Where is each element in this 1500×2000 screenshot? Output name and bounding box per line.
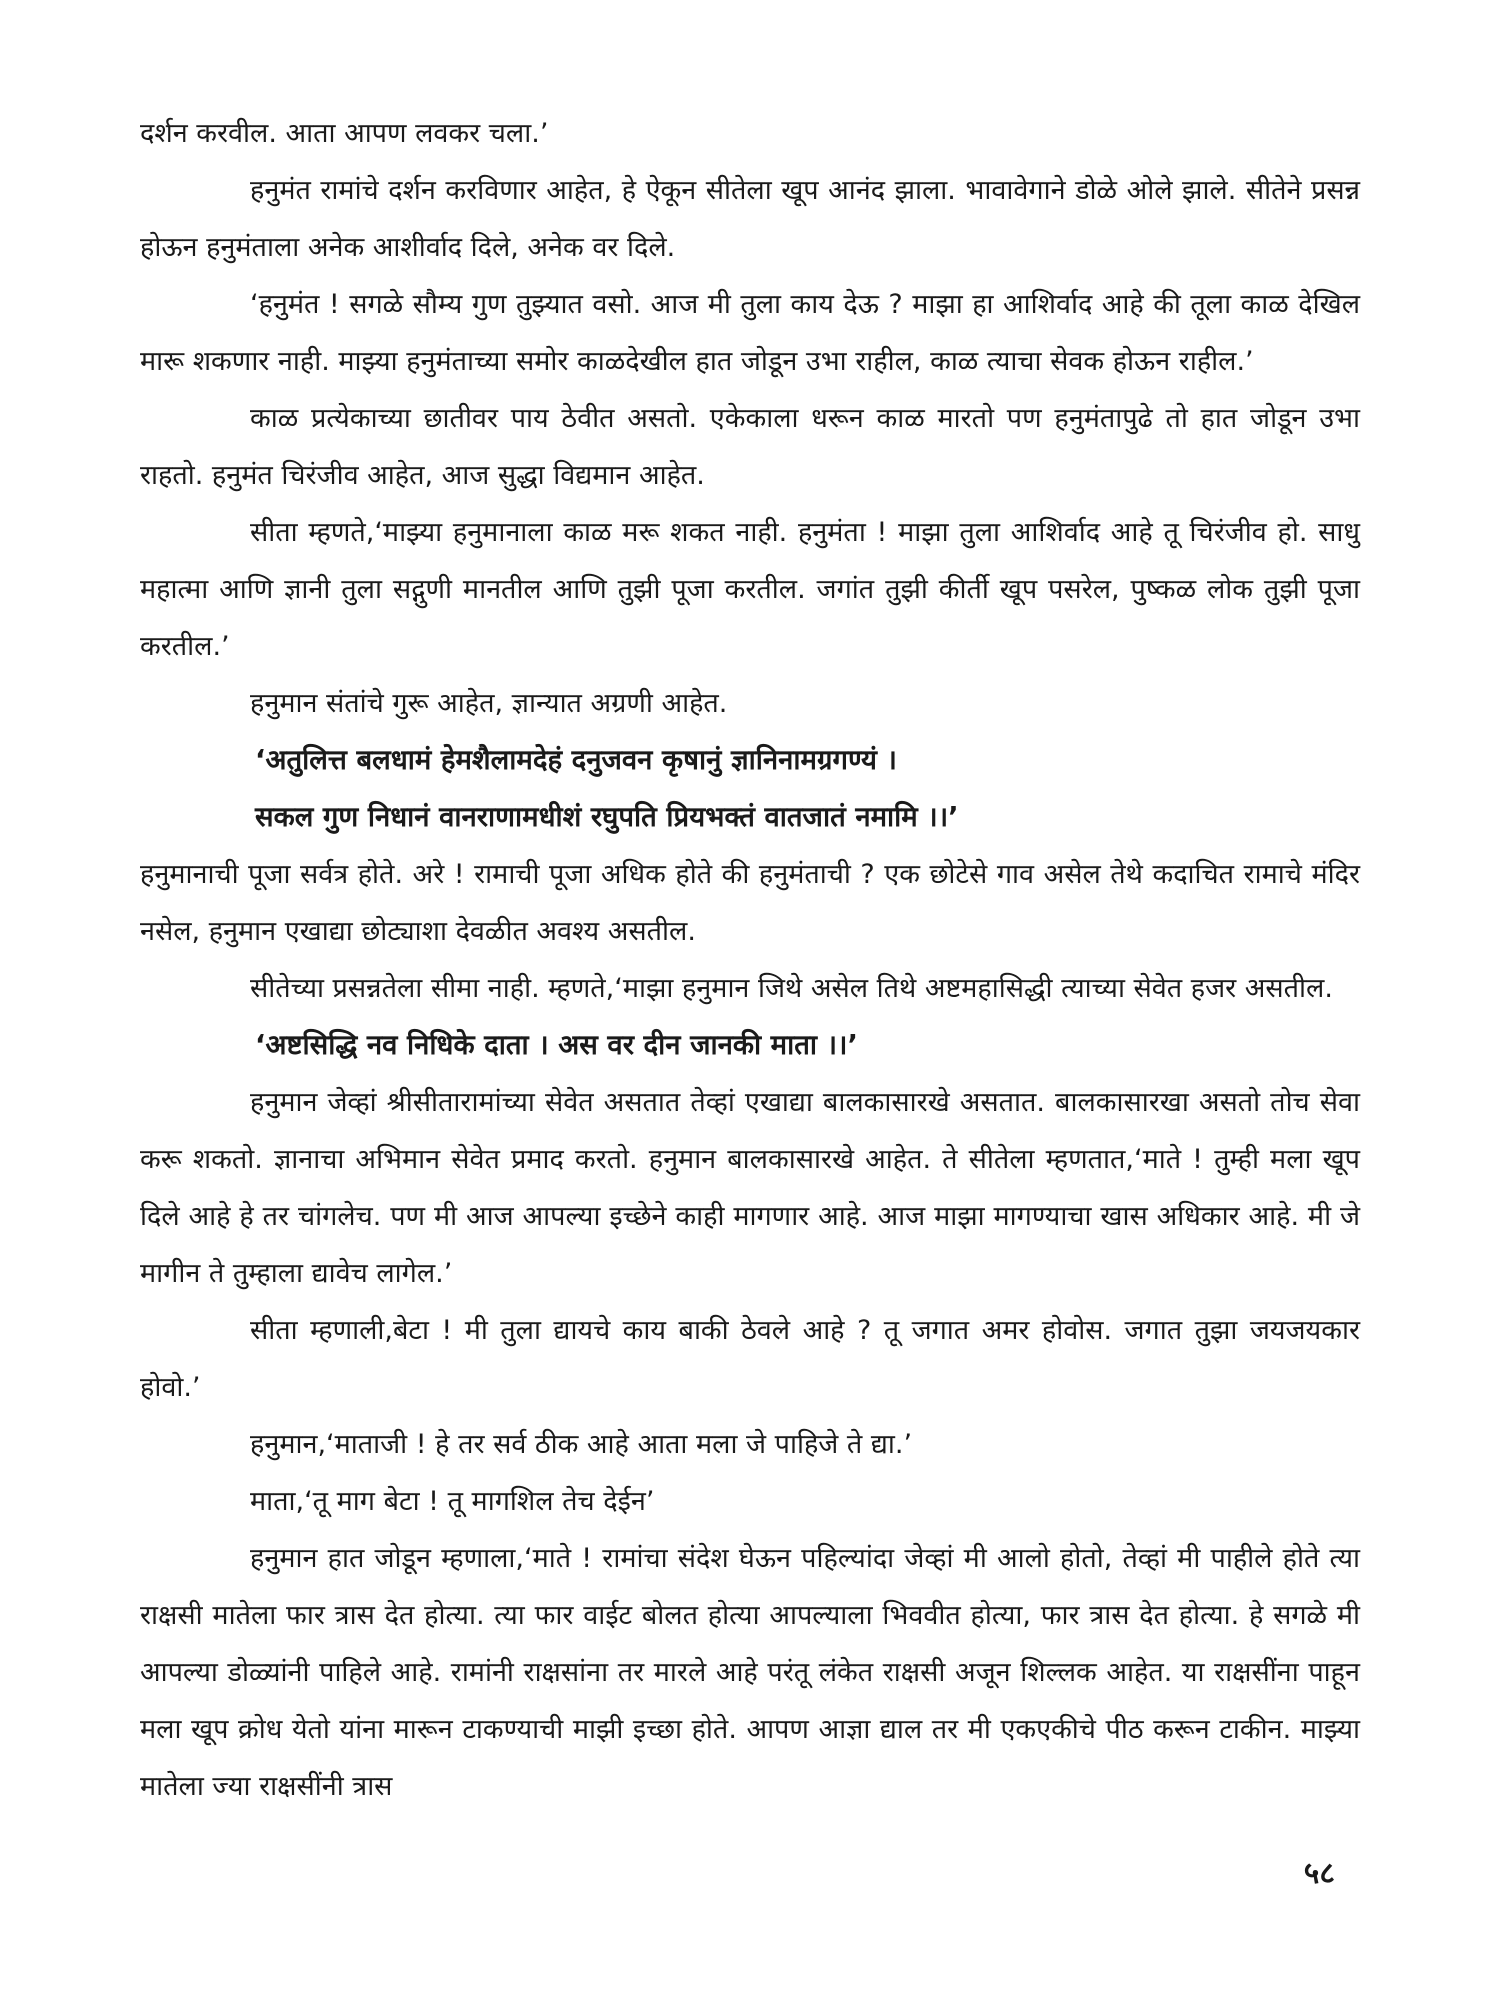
verse-line-2: सकल गुण निधानं वानराणामधीशं रघुपति प्रियभक्तं वातजातं नमामि ।।’ — [255, 801, 959, 833]
paragraph-6: हनुमान संतांचे गुरू आहेत, ज्ञान्यात अग्रणी आहेत. — [250, 688, 728, 719]
paragraph-2: हनुमंत रामांचे दर्शन करविणार आहेत, हे ऐकून सीतेला खूप आनंद झाला. भावावेगाने डोळे ओले झाले. सीतेने प्रसन्न होऊन हनुमंताला अनेक आशीर्वाद दिले, अनेक वर दिले. — [140, 175, 1360, 263]
paragraph-9: हनुमान जेव्हां श्रीसीतारामांच्या सेवेत असतात तेव्हां एखाद्या बालकासारखे असतात. बालकासारखा असतो तोच सेवा करू शकतो. ज्ञानाचा अभिमान सेवेत प्रमाद करतो. हनुमान बालकासारखे आहेत. ते सीतेला म्हणतात,‘माते ! तुम्ही मला खूप दिले आहे हे तर चांगलेच. पण मी आज आपल्या इच्छेने काही मागणार आहे. आज माझा मागण्याचा खास अधिकार आहे. मी जे मागीन ते तुम्हाला द्यावेच लागेल.’ — [140, 1087, 1360, 1289]
paragraph-11: हनुमान,‘माताजी ! हे तर सर्व ठीक आहे आता मला जे पाहिजे ते द्या.’ — [250, 1429, 913, 1460]
paragraph-8: सीतेच्या प्रसन्नतेला सीमा नाही. म्हणते,‘माझा हनुमान जिथे असेल तिथे अष्टमहासिद्धी त्याच्या सेवेत हजर असतील. — [250, 973, 1333, 1004]
paragraph-7: हनुमानाची पूजा सर्वत्र होते. अरे ! रामाची पूजा अधिक होते की हनुमंताची ? एक छोटेसे गाव असेल तेथे कदाचित रामाचे मंदिर नसेल, हनुमान एखाद्या छोट्याशा देवळीत अवश्य असतील. — [140, 859, 1360, 947]
paragraph-12: माता,‘तू माग बेटा ! तू मागशिल तेच देईन’ — [250, 1486, 655, 1517]
paragraph-4: काळ प्रत्येकाच्या छातीवर पाय ठेवीत असतो. एकेकाला धरून काळ मारतो पण हनुमंतापुढे तो हात जोडून उभा राहतो. हनुमंत चिरंजीव आहेत, आज सुद्धा विद्यमान आहेत. — [140, 403, 1360, 491]
page-number: ५८ — [1303, 1856, 1335, 1891]
paragraph-13: हनुमान हात जोडून म्हणाला,‘माते ! रामांचा संदेश घेऊन पहिल्यांदा जेव्हां मी आलो होतो, तेव्हां मी पाहीले होते त्या राक्षसी मातेला फार त्रास देत होत्या. त्या फार वाईट बोलत होत्या आपल्याला भिववीत होत्या, फार त्रास देत होत्या. हे सगळे मी आपल्या डोळ्यांनी पाहिले आहे. रामांनी राक्षसांना तर मारले आहे परंतू लंकेत राक्षसी अजून शिल्लक आहेत. या राक्षसींना पाहून मला खूप क्रोध येतो यांना मारून टाकण्याची माझी इच्छा होते. आपण आज्ञा द्याल तर मी एकएकीचे पीठ करून टाकीन. माझ्या मातेला ज्या राक्षसींनी त्रास — [140, 1543, 1360, 1802]
paragraph-5: सीता म्हणते,‘माझ्या हनुमानाला काळ मरू शकत नाही. हनुमंता ! माझा तुला आशिर्वाद आहे तू चिरंजीव हो. साधु महात्मा आणि ज्ञानी तुला सद्गुणी मानतील आणि तुझी पूजा करतील. जगांत तुझी कीर्ती खूप पसरेल, पुष्कळ लोक तुझी पूजा करतील.’ — [140, 517, 1360, 662]
verse-line-1: ‘अतुलित्त बलधामं हेमशैलामदेहं दनुजवन कृषानुं ज्ञानिनामग्रगण्यं । — [255, 744, 897, 776]
paragraph-10: सीता म्हणाली,बेटा ! मी तुला द्यायचे काय बाकी ठेवले आहे ? तू जगात अमर होवोस. जगात तुझा जयजयकार होवो.’ — [140, 1315, 1360, 1403]
paragraph-3: ‘हनुमंत ! सगळे सौम्य गुण तुझ्यात वसो. आज मी तुला काय देऊ ? माझा हा आशिर्वाद आहे की तूला काळ देखिल मारू शकणार नाही. माझ्या हनुमंताच्या समोर काळदेखील हात जोडून उभा राहील, काळ त्याचा सेवक होऊन राहील.’ — [140, 289, 1360, 377]
paragraph-1: दर्शन करवील. आता आपण लवकर चला.’ — [140, 118, 549, 149]
verse-line-3: ‘अष्टसिद्धि नव निधिके दाता । अस वर दीन जानकी माता ।।’ — [255, 1029, 858, 1061]
